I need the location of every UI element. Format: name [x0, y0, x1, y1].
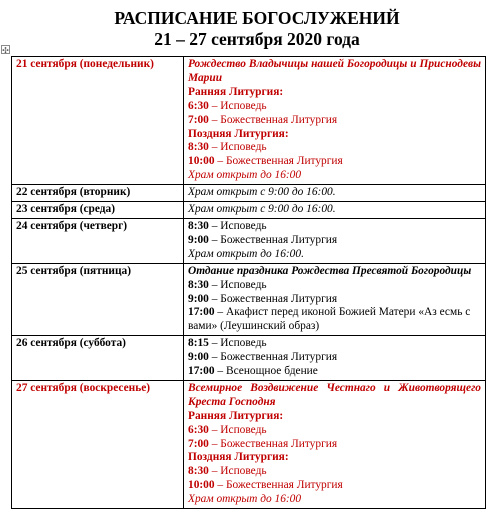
table-row: [12, 263, 486, 336]
service-text: – Исповедь: [208, 99, 267, 112]
service-time: 9:00: [188, 292, 209, 305]
opening-hours: Храм открыт с 9:00 до 16:00.: [188, 186, 336, 199]
service-text: – Божественная Литургия: [208, 292, 338, 305]
service-text: – Божественная Литургия: [208, 351, 338, 364]
page-subtitle: 21 – 27 сентября 2020 года: [154, 29, 360, 49]
service-time: 8:30: [188, 141, 209, 154]
feast-name: Всемирное Воздвижение Честнаго и Животворящего Креста Господня: [188, 381, 481, 408]
service-line: [188, 234, 481, 248]
date-cell: 23 сентября (среда): [12, 202, 184, 219]
service-text: – Божественная Литургия: [208, 437, 338, 450]
opening-hours: Храм открыт до 16:00: [188, 493, 302, 506]
service-line: [188, 424, 481, 438]
move-handle-icon[interactable]: ✣: [2, 46, 9, 55]
service-time: 9:00: [188, 233, 209, 246]
service-cell: [184, 202, 486, 219]
service-time: 6:30: [188, 99, 209, 112]
table-row: [12, 202, 486, 219]
service-cell: [184, 57, 486, 185]
service-text: – Исповедь: [208, 141, 267, 154]
service-time: 7:00: [188, 437, 209, 450]
service-text: – Божественная Литургия: [208, 233, 338, 246]
service-text: – Всенощное бдение: [214, 365, 318, 378]
date-cell: 22 сентября (вторник): [12, 185, 184, 202]
service-line: [188, 220, 481, 234]
service-text: – Исповедь: [208, 337, 267, 350]
service-cell: [184, 218, 486, 263]
service-cell: [184, 185, 486, 202]
service-text: – Божественная Литургия: [214, 479, 343, 492]
table-row: [12, 218, 486, 263]
service-time: 8:30: [188, 278, 209, 291]
table-row: [12, 185, 486, 202]
opening-hours: Храм открыт до 16:00: [188, 169, 302, 182]
opening-hours: Храм открыт до 16:00.: [188, 247, 304, 260]
service-text: – Божественная Литургия: [208, 113, 338, 126]
service-text: – Исповедь: [208, 423, 267, 436]
service-time: 8:15: [188, 337, 209, 350]
service-time: 8:30: [188, 219, 209, 232]
service-line: [188, 155, 481, 169]
service-text: – Исповедь: [208, 278, 267, 291]
service-line: [188, 100, 481, 114]
service-cell: [184, 263, 486, 336]
service-line: [188, 479, 481, 493]
feast-name: Рождество Владычицы нашей Богородицы и Приснодевы Марии: [188, 58, 481, 84]
feast-name: Отдание праздника Рождества Пресвятой Богородицы: [188, 264, 472, 277]
date-cell: 26 сентября (суббота): [12, 336, 184, 381]
service-heading: Поздняя Литургия:: [188, 451, 289, 464]
service-text: – Акафист перед иконой Божией Матери «Аз есмь с вами» (Леушинский образ): [188, 306, 471, 333]
date-cell: 27 сентября (воскресенье): [12, 380, 184, 508]
service-text: – Исповедь: [208, 465, 267, 478]
service-line: [188, 141, 481, 155]
service-text: – Исповедь: [208, 219, 267, 232]
table-row: [12, 57, 486, 185]
service-line: [188, 465, 481, 479]
date-cell: 25 сентября (пятница): [12, 263, 184, 336]
opening-hours: Храм открыт с 9:00 до 16:00.: [188, 203, 336, 216]
service-line: [188, 337, 481, 351]
service-time: 10:00: [188, 479, 215, 492]
service-line: [188, 306, 481, 334]
service-line: [188, 351, 481, 365]
service-time: 6:30: [188, 423, 209, 436]
service-text: – Божественная Литургия: [214, 155, 343, 168]
service-heading: Ранняя Литургия:: [188, 85, 284, 98]
service-heading: Ранняя Литургия:: [188, 409, 284, 422]
date-cell: 21 сентября (понедельник): [12, 57, 184, 185]
service-cell: [184, 336, 486, 381]
schedule-table: [11, 56, 486, 509]
date-cell: 24 сентября (четверг): [12, 218, 184, 263]
service-time: 10:00: [188, 155, 215, 168]
service-time: 9:00: [188, 351, 209, 364]
service-cell: [184, 380, 486, 508]
service-line: [188, 293, 481, 307]
service-time: 8:30: [188, 465, 209, 478]
table-row: [12, 336, 486, 381]
service-time: 17:00: [188, 306, 215, 319]
service-heading: Поздняя Литургия:: [188, 127, 289, 140]
service-time: 7:00: [188, 113, 209, 126]
page-title: РАСПИСАНИЕ БОГОСЛУЖЕНИЙ: [114, 8, 400, 28]
table-row: [12, 380, 486, 508]
service-line: [188, 365, 481, 379]
service-line: [188, 114, 481, 128]
service-time: 17:00: [188, 365, 215, 378]
service-line: [188, 438, 481, 452]
service-line: [188, 279, 481, 293]
